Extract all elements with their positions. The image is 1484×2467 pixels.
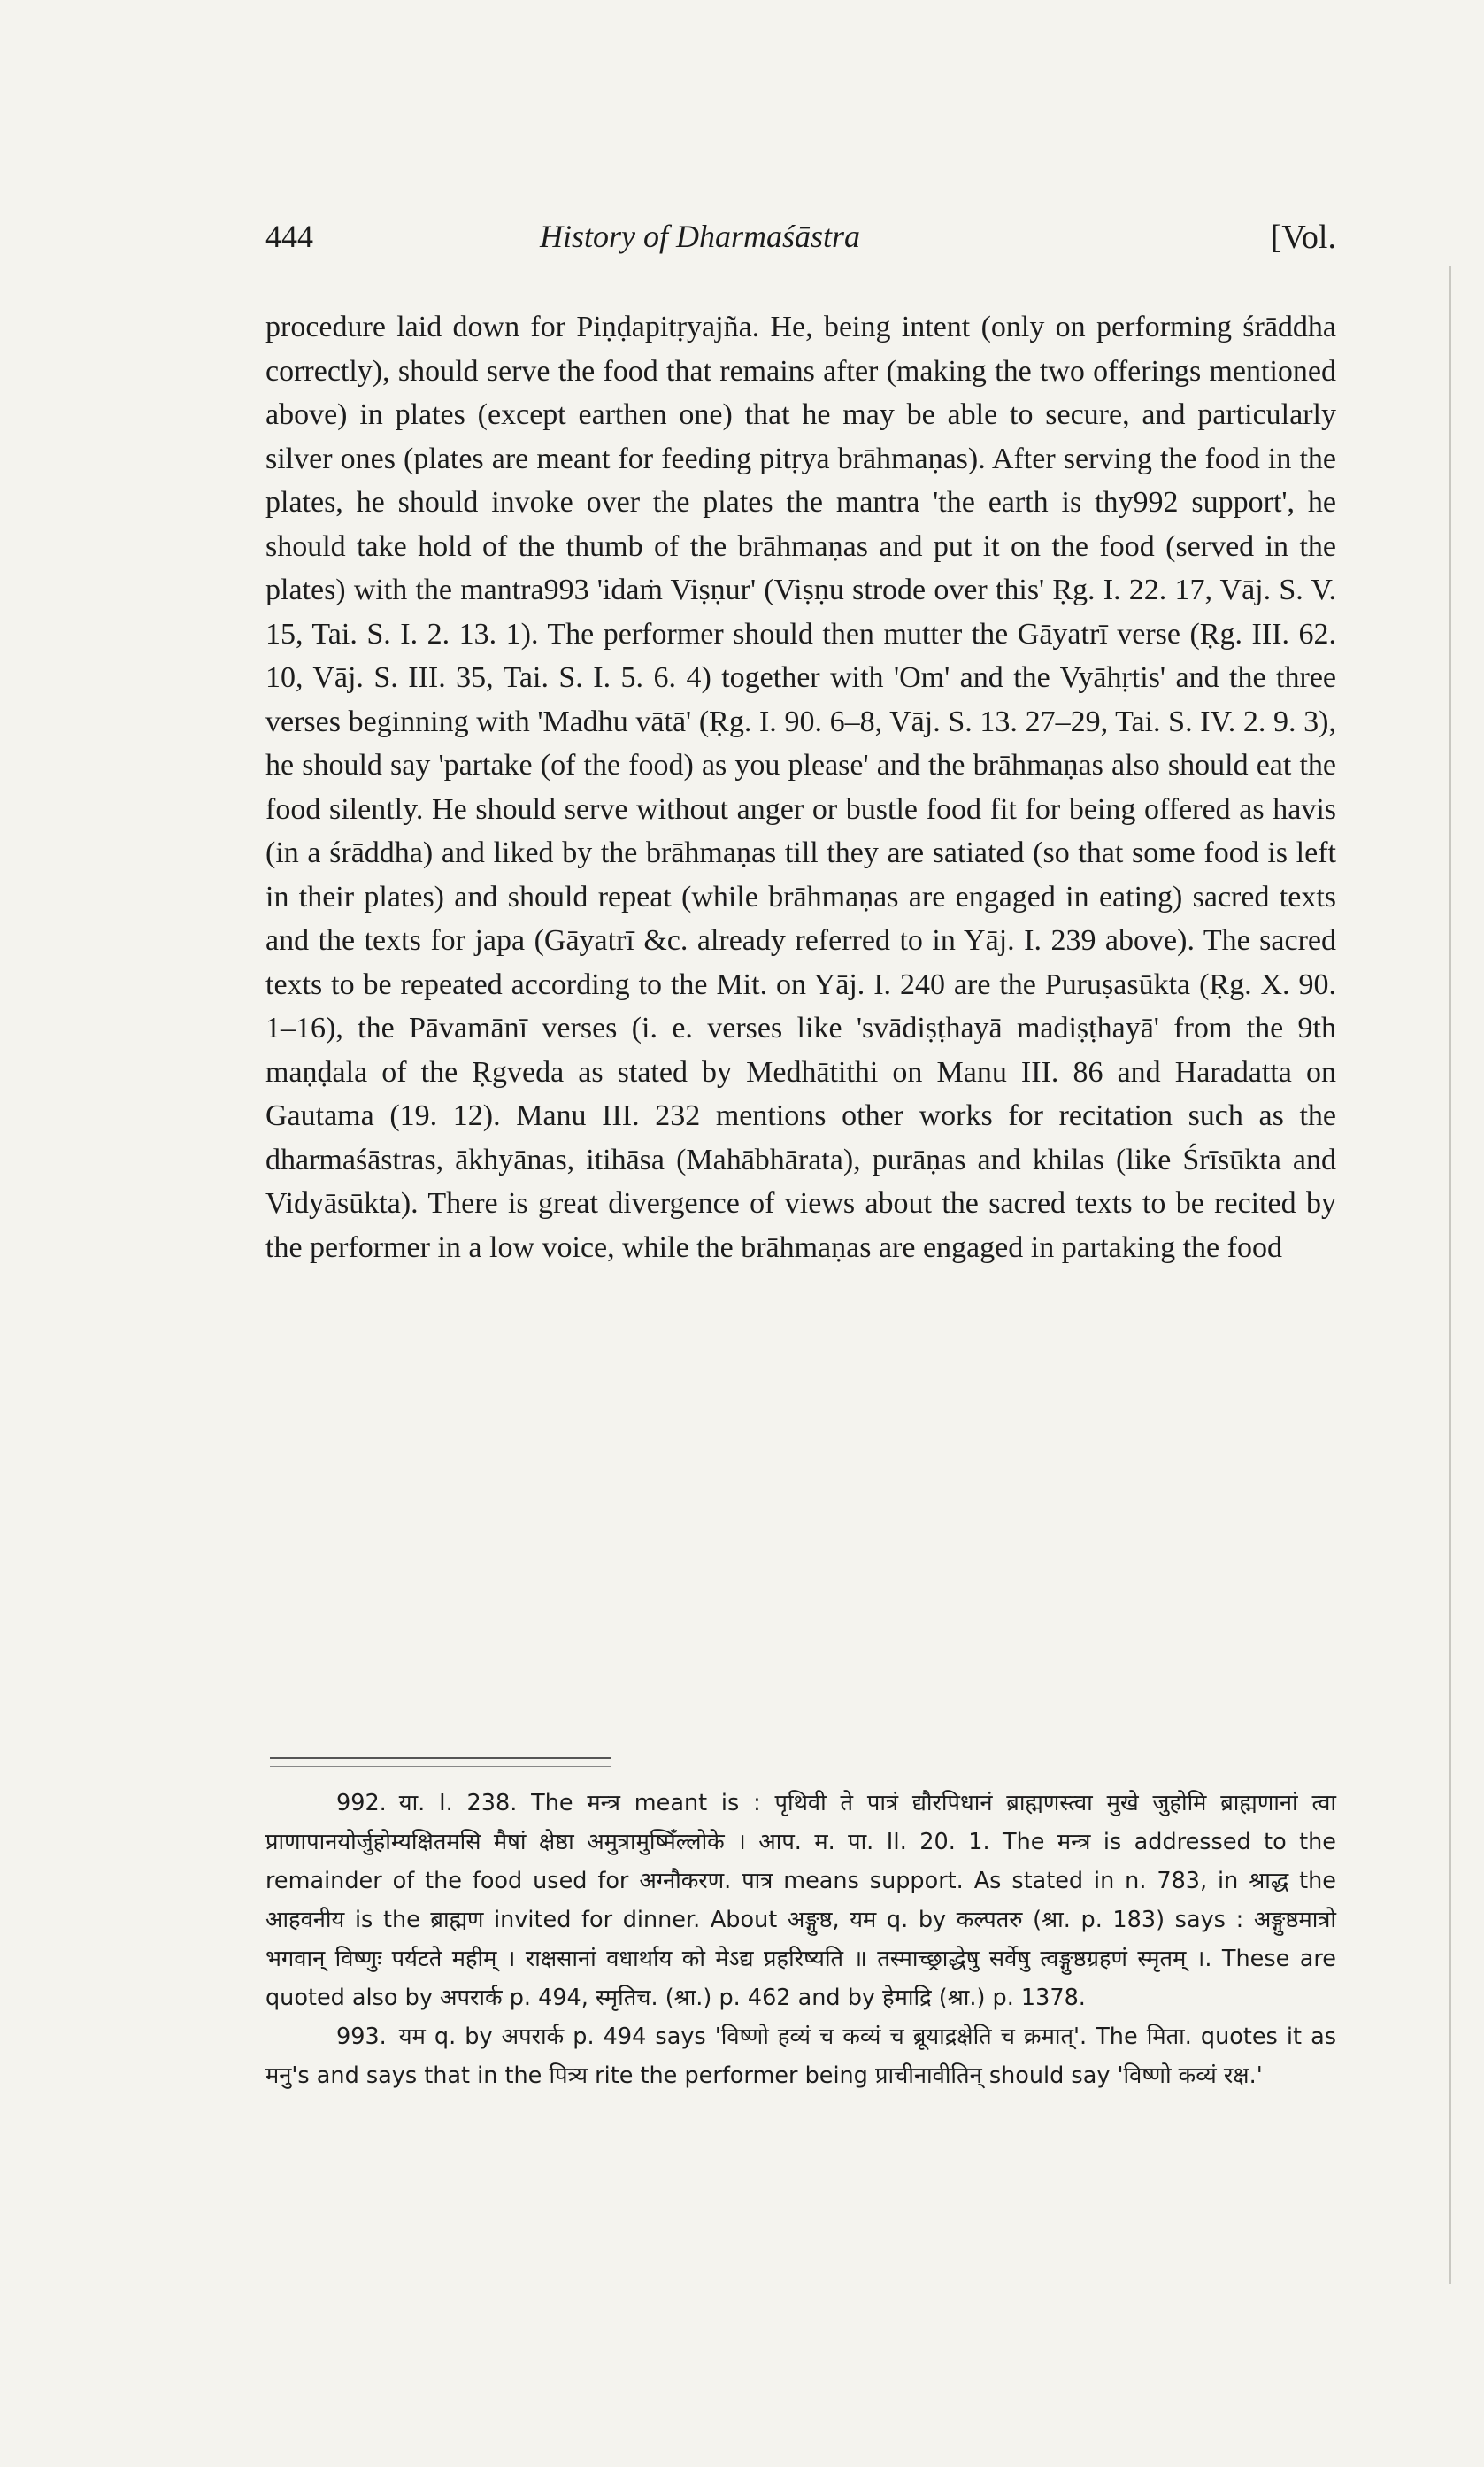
footnote-text: यम q. by अपरार्क p. 494 says 'विष्णो हव्यं च कव्यं च ब्रूयाद्रक्षेति च क्रमात्'. The मिता. quotes it as मनु's and says that in the पित्र्य rite the performer being प्राचीनावीतिन् should say 'विष्णो कव्यं रक्ष.' (265, 2024, 1336, 2089)
scan-margin-line (1449, 266, 1451, 2284)
volume-marker: [Vol. (1270, 219, 1336, 256)
footnote-separator (270, 1757, 611, 1767)
running-title: History of Dharmaśāstra (540, 219, 861, 254)
main-text (265, 305, 1336, 1269)
footnote-text: या. I. 238. The मन्त्र meant is : पृथिवी ते पात्रं द्यौरपिधानं ब्राह्मणस्त्वा मुखे जुहोमि ब्राह्मणानां त्वा प्राणापानयोर्जुहोम्यक्षितमसि मैषां क्षेष्ठा अमुत्रामुष्मिँल्लोके । आप. म. पा. II. 20. 1. The मन्त्र is addressed to the remainder of the food used for अग्नौकरण. पात्र means support. As stated in n. 783, in श्राद्ध the आहवनीय is the ब्राह्मण invited for dinner. About अङ्गुष्ठ, यम q. by कल्पतरु (श्रा. p. 183) says : अङ्गुष्ठमात्रो भगवान् विष्णुः पर्यटते महीम् । राक्षसानां वधार्थाय को मेऽद्य प्रहरिष्यति ॥ तस्माच्छ्राद्धेषु सर्वेषु त्वङ्गुष्ठग्रहणं स्मृतम् ।. These are quoted also by अपरार्क p. 494, स्मृतिच. (श्रा.) p. 462 and by हेमाद्रि (श्रा.) p. 1378. (265, 1790, 1336, 2011)
footnote-992 (265, 1784, 1336, 2017)
body-paragraph: procedure laid down for Piṇḍapitṛyajña. He, being intent (only on performing śrāddha correctly), should serve the food that remains after (making the two offerings mentioned above) in plates (except earthen one) that he may be able to secure, and particularly silver ones (plates are meant for feeding pitṛya brāhmaṇas). After serving the food in the plates, he should invoke over the plates the mantra 'the earth is thy992 support', he should take hold of the thumb of the brāhmaṇas and put it on the food (served in the plates) with the mantra993 'idaṁ Viṣṇur' (Viṣṇu strode over this' Ṛg. I. 22. 17, Vāj. S. V. 15, Tai. S. I. 2. 13. 1). The performer should then mutter the Gāyatrī verse (Ṛg. III. 62. 10, Vāj. S. III. 35, Tai. S. I. 5. 6. 4) together with 'Om' and the Vyāhṛtis' and the three verses beginning with 'Madhu vātā' (Ṛg. I. 90. 6–8, Vāj. S. 13. 27–29, Tai. S. IV. 2. 9. 3), he should say 'partake (of the food) as you please' and the brāhmaṇas also should eat the food silently. He should serve without anger or bustle food fit for being offered as havis (in a śrāddha) and liked by the brāhmaṇas till they are satiated (so that some food is left in their plates) and should repeat (while brāhmaṇas are engaged in eating) sacred texts and the texts for japa (Gāyatrī &c. already referred to in Yāj. I. 239 above). The sacred texts to be repeated according to the Mit. on Yāj. I. 240 are the Puruṣasūkta (Ṛg. X. 90. 1–16), the Pāvamānī verses (i. e. verses like 'svādiṣṭhayā madiṣṭhayā' from the 9th maṇḍala of the Ṛgveda as stated by Medhātithi on Manu III. 86 and Haradatta on Gautama (19. 12). Manu III. 232 mentions other works for recitation such as the dharmaśāstras, ākhyānas, itihāsa (Mahābhārata), purāṇas and khilas (like Śrīsūkta and Vidyāsūkta). There is great divergence of views about the sacred texts to be recited by the performer in a low voice, while the brāhmaṇas are engaged in partaking the food (265, 311, 1336, 1264)
page-number: 444 (265, 219, 313, 254)
footnote-number: 992. (336, 1790, 387, 1816)
footnotes (265, 1784, 1336, 2095)
footnote-993 (265, 2017, 1336, 2095)
footnote-number: 993. (336, 2024, 387, 2050)
page-header (265, 218, 1336, 262)
